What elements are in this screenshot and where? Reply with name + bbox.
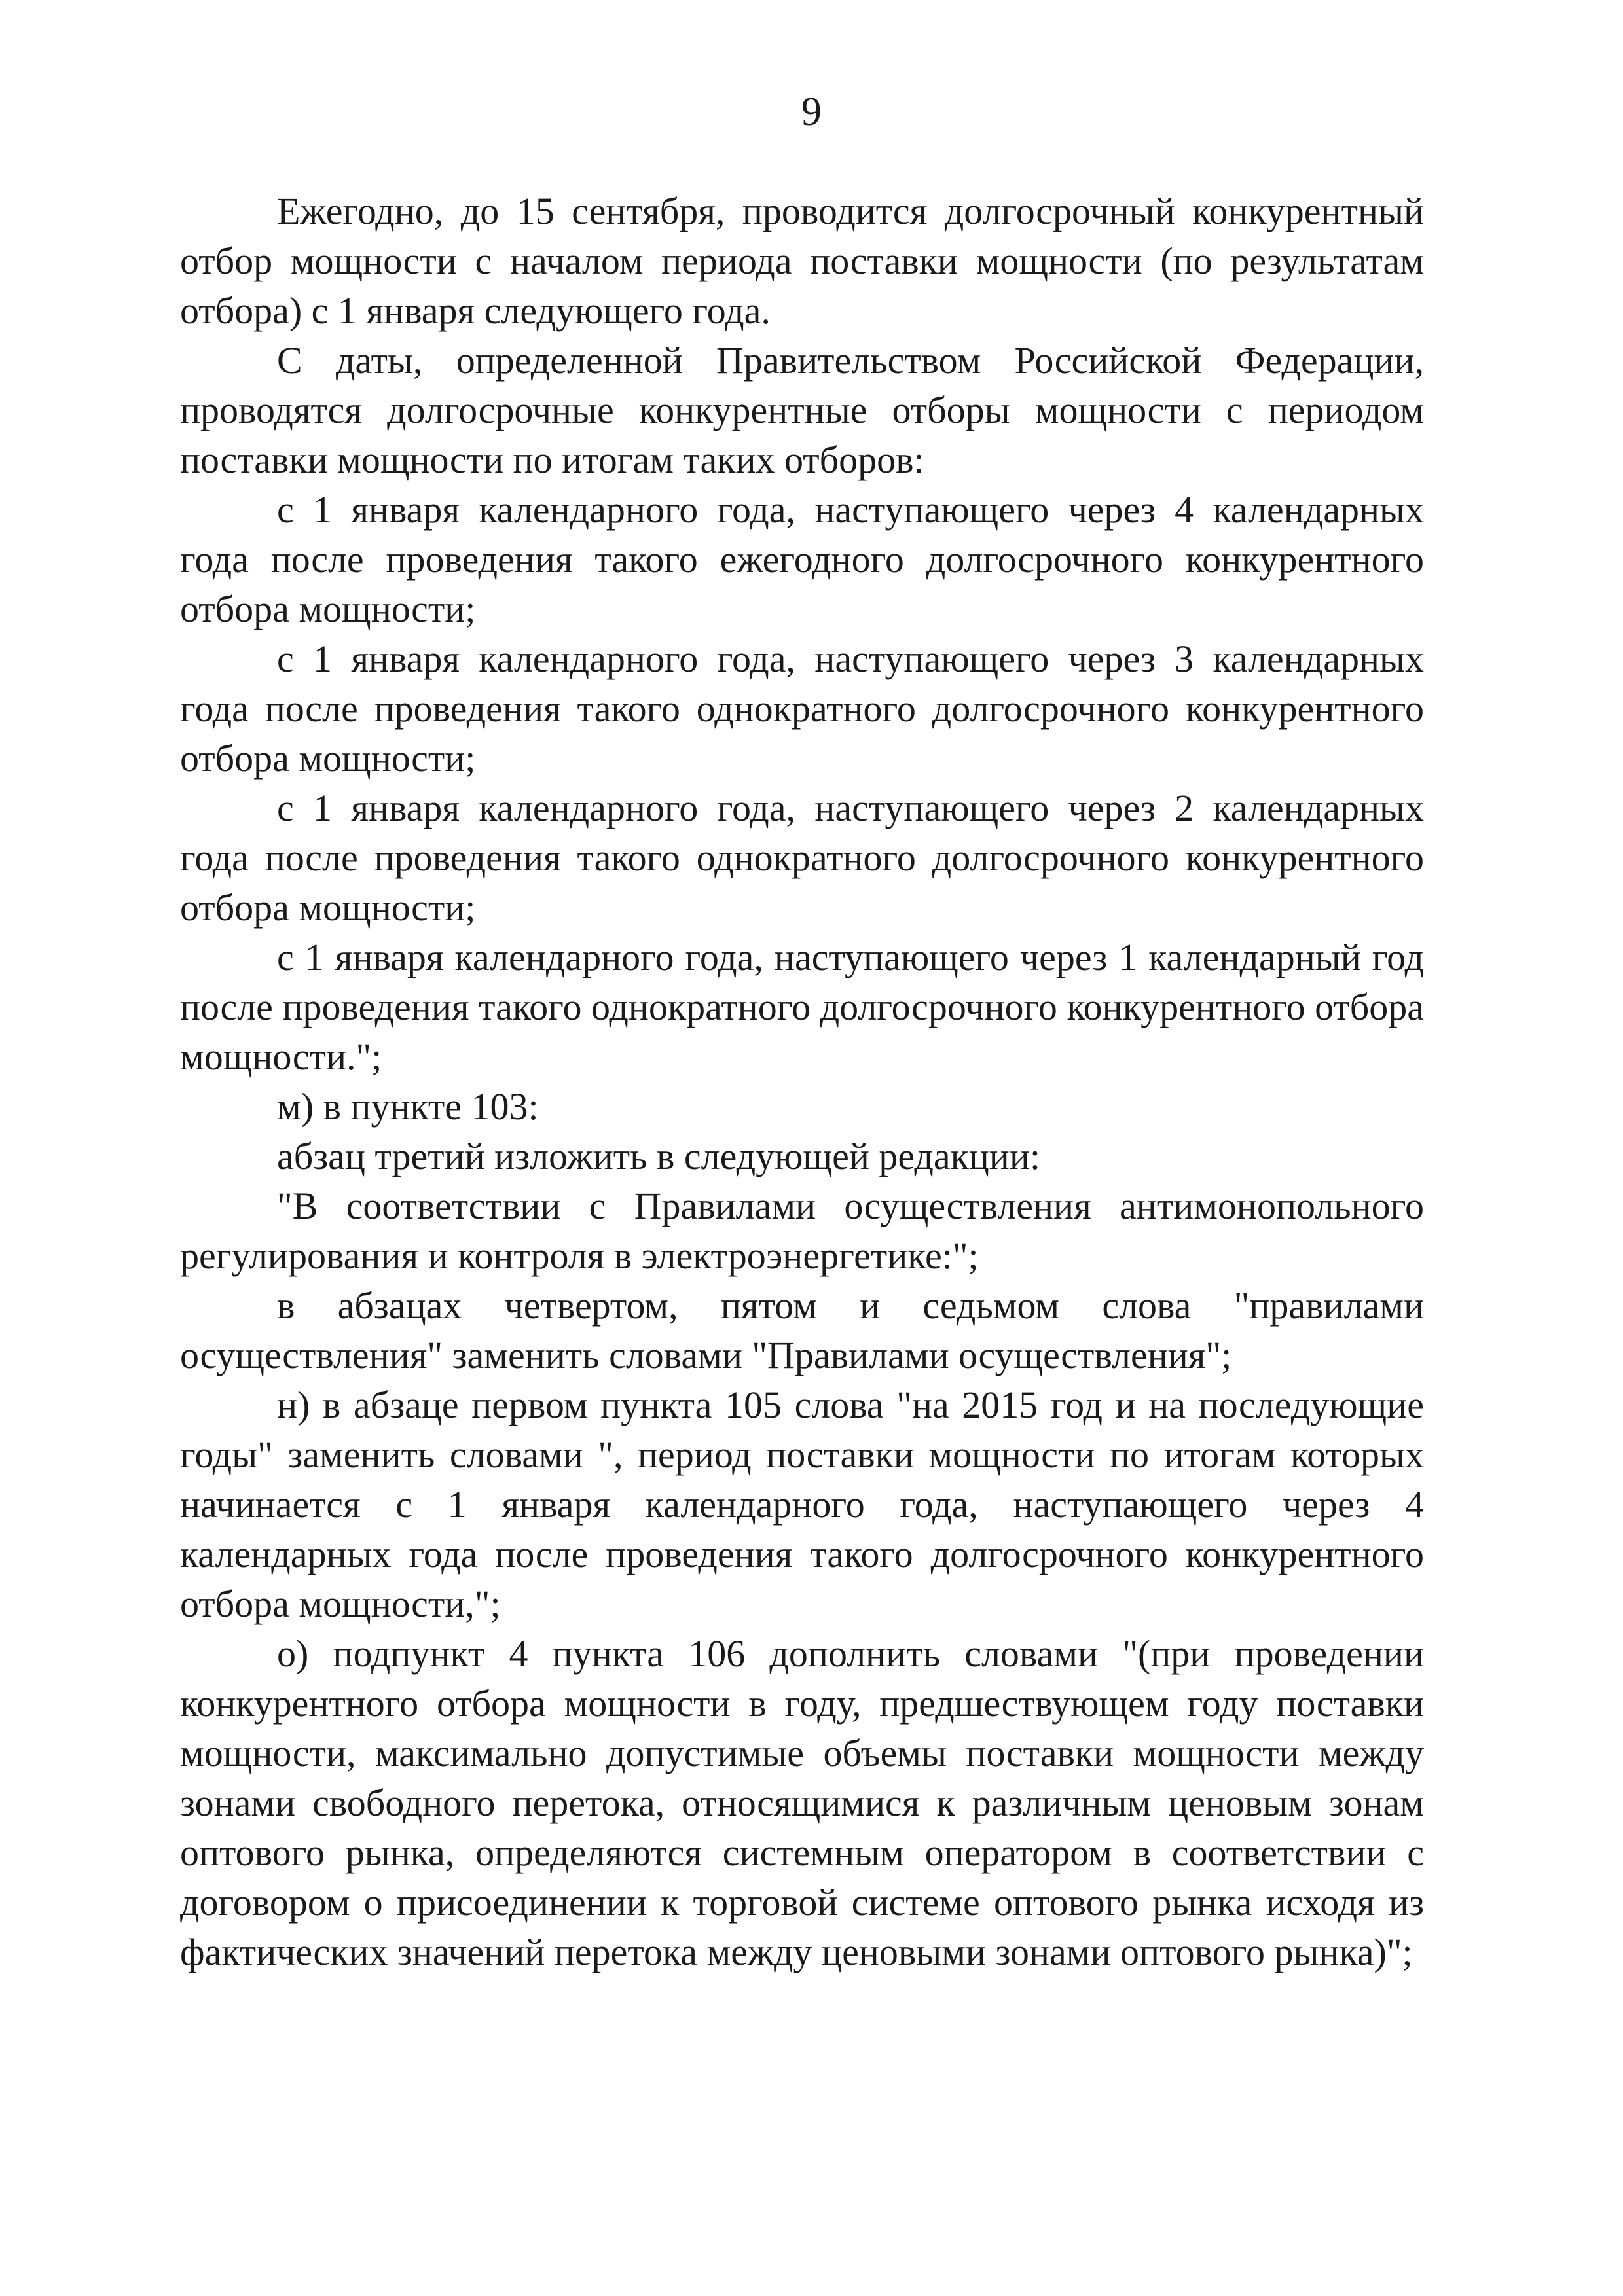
paragraph-four-years: с 1 января календарного года, наступающего через 4 календарных года после проведения такого ежегодного долгосрочного конкурентного отбора мощности;: [180, 488, 1424, 630]
paragraph-item-m: м) в пункте 103:: [277, 1085, 539, 1128]
paragraph-annual-selection: Ежегодно, до 15 сентября, проводится долгосрочный конкурентный отбор мощности с началом периода поставки мощности (по результатам отбора) с 1 января следующего года.: [180, 190, 1424, 332]
page-number: 9: [801, 90, 822, 134]
paragraph-one-year: с 1 января календарного года, наступающего через 1 календарный год после проведения такого однократного долгосрочного конкурентного отбора мощности.";: [180, 936, 1424, 1078]
paragraph-government-date: С даты, определенной Правительством Российской Федерации, проводятся долгосрочные конкурентные отборы мощности с периодом поставки мощности по итогам таких отборов:: [180, 339, 1424, 481]
paragraph-abzac-replace: в абзацах четвертом, пятом и седьмом слова "правилами осуществления" заменить словами "Правилами осуществления";: [180, 1284, 1424, 1376]
paragraph-three-years: с 1 января календарного года, наступающего через 3 календарных года после проведения такого однократного долгосрочного конкурентного отбора мощности;: [180, 637, 1424, 780]
paragraph-two-years: с 1 января календарного года, наступающего через 2 календарных года после проведения такого однократного долгосрочного конкурентного отбора мощности;: [180, 787, 1424, 929]
document-body: [180, 187, 1424, 1977]
paragraph-third-abzac: абзац третий изложить в следующей редакции:: [277, 1135, 1041, 1177]
paragraph-item-n: н) в абзаце первом пункта 105 слова "на 2015 год и на последующие годы" заменить словами ", период поставки мощности по итогам которых начинается с 1 января календарного года, наступающего через 4 календарных года после проведения такого долгосрочного конкурентного отбора мощности,";: [180, 1384, 1424, 1625]
paragraph-item-o: о) подпункт 4 пункта 106 дополнить словами "(при проведении конкурентного отбора мощности в году, предшествующем году поставки мощности, максимально допустимые объемы поставки мощности между зонами свободного перетока, относящимися к различным ценовым зонам оптового рынка, определяются системным оператором в соответствии с договором о присоединении к торговой системе оптового рынка исходя из фактических значений перетока между ценовыми зонами оптового рынка)";: [180, 1632, 1424, 1973]
paragraph-antimonopoly: "В соответствии с Правилами осуществления антимонопольного регулирования и контроля в электроэнергетике:";: [180, 1185, 1424, 1277]
